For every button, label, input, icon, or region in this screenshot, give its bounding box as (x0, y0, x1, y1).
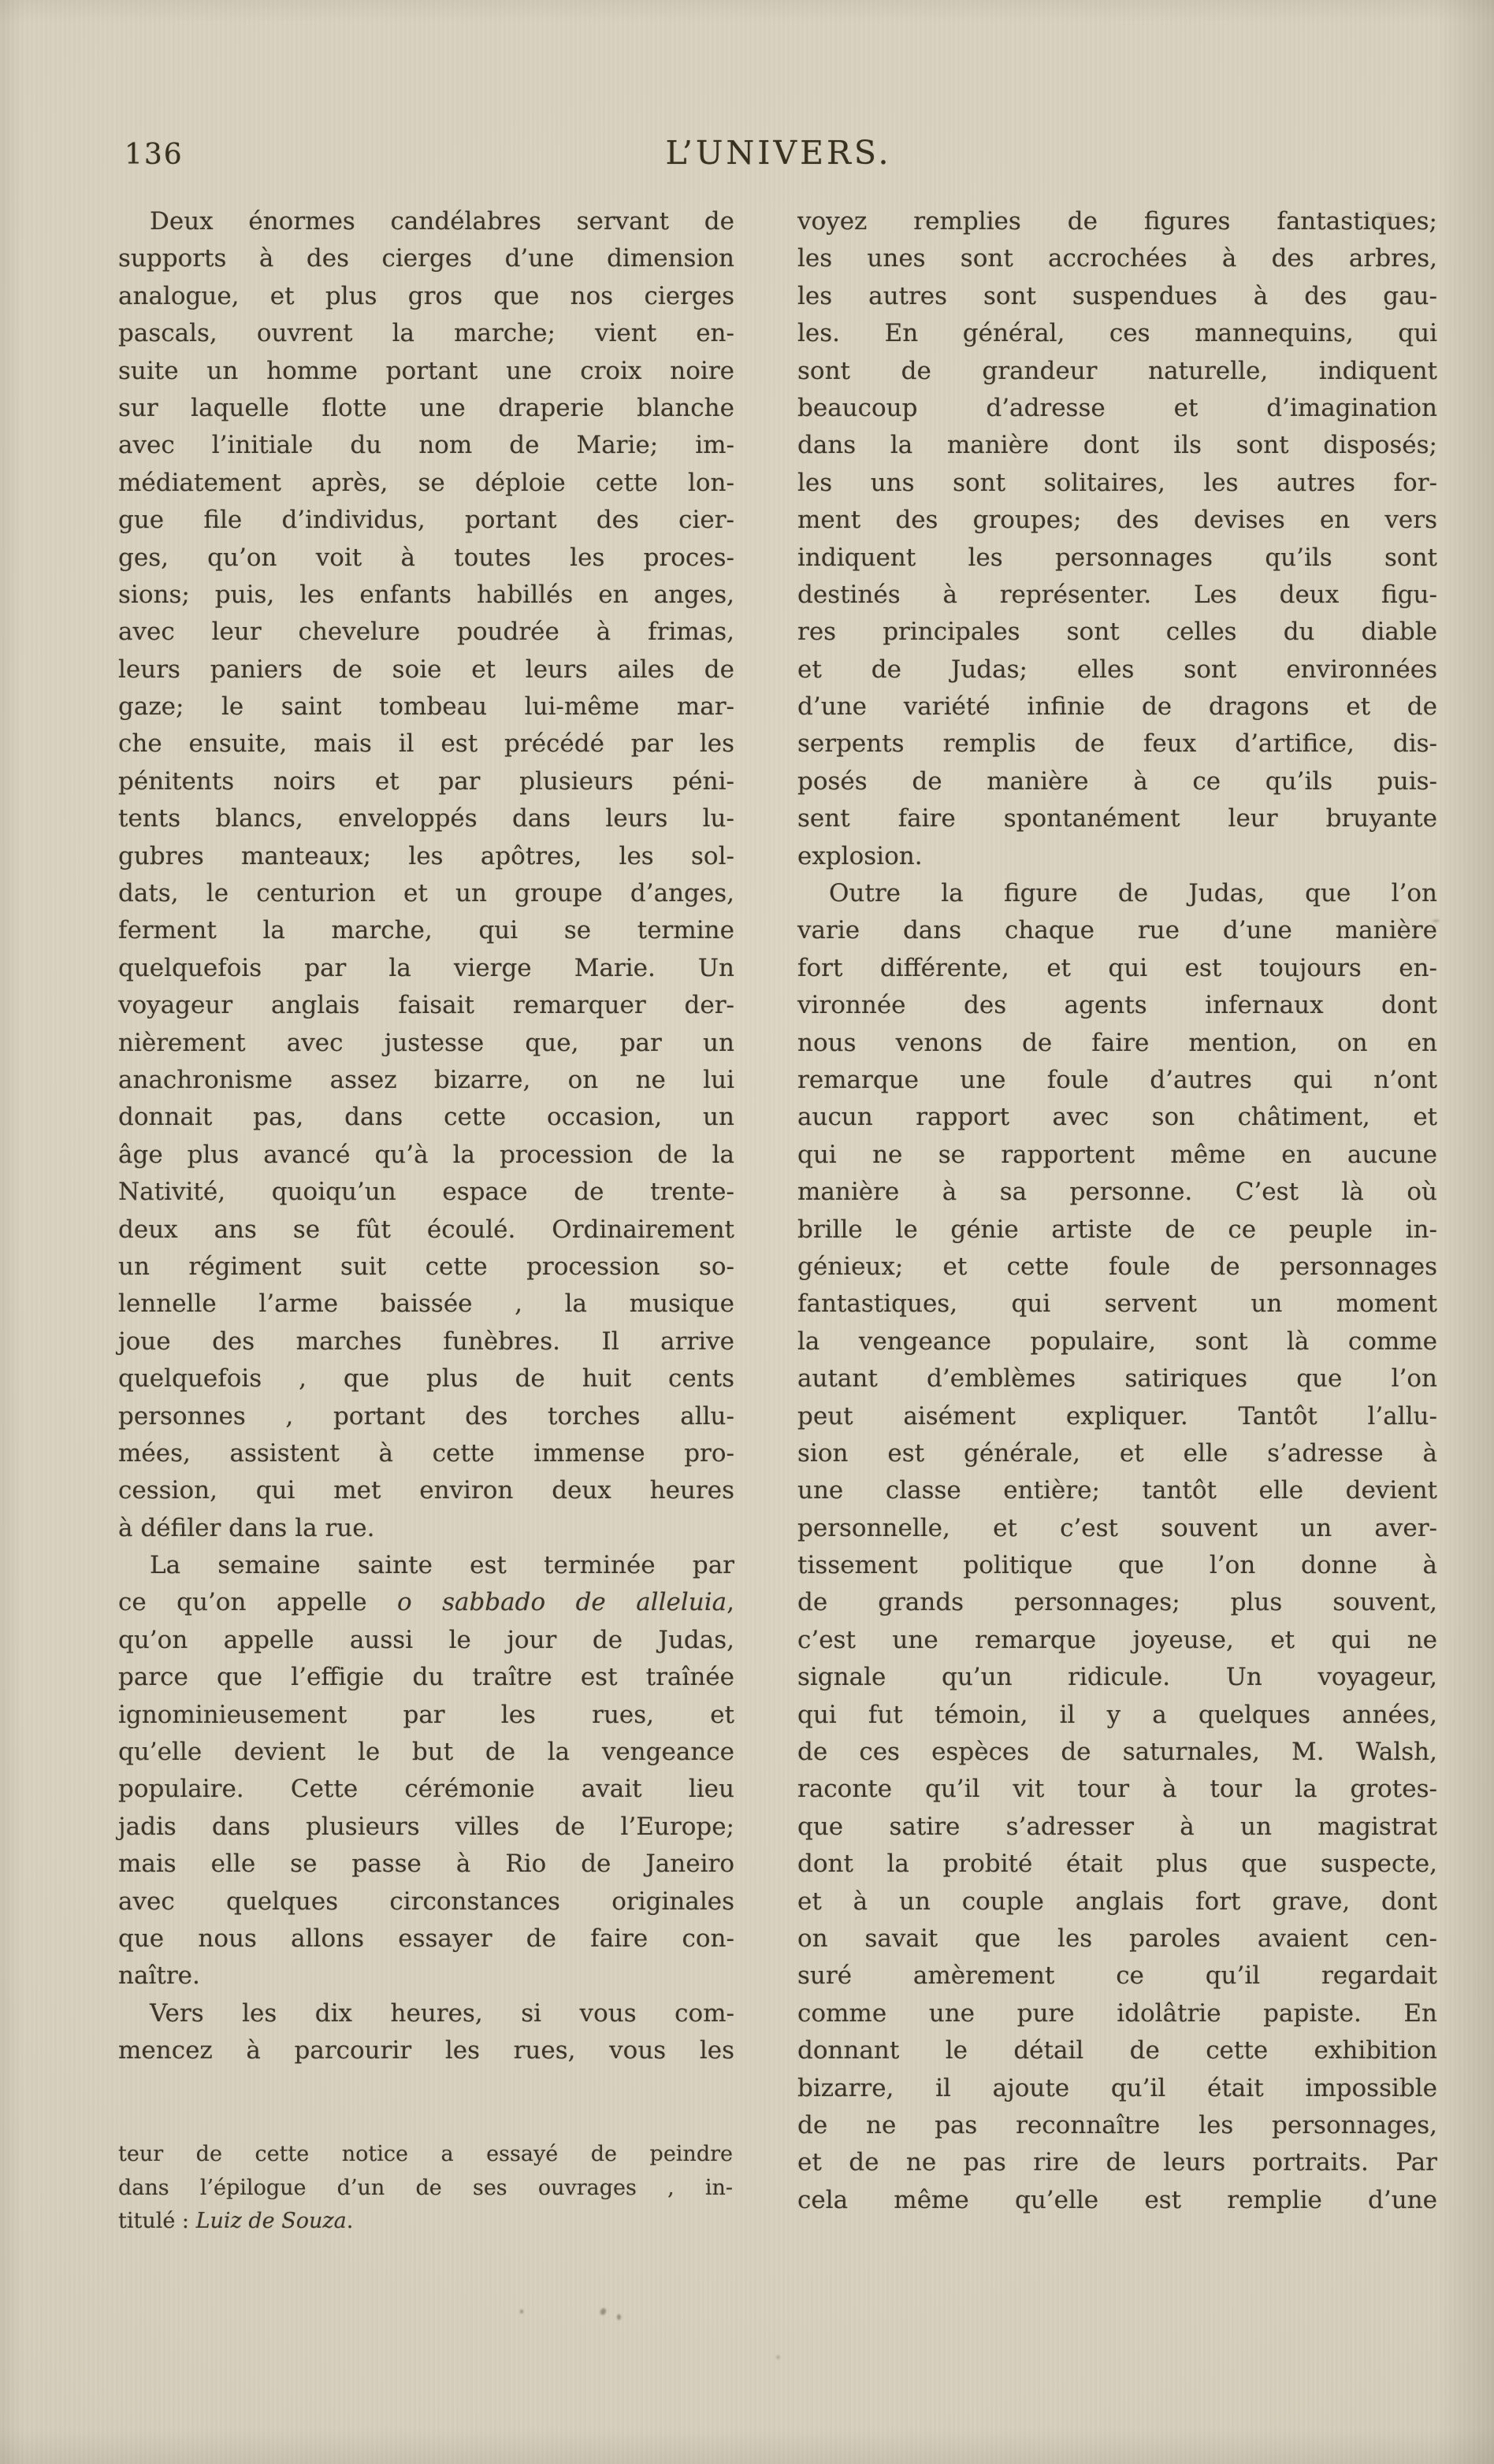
paper-speck (1385, 213, 1393, 216)
text-line: gaze; le saint tombeau lui-même mar- (118, 692, 734, 722)
text-line: quelquefois par la vierge Marie. Un (118, 953, 734, 982)
text-line: remarque une foule d’autres qui n’ont (797, 1065, 1437, 1094)
text-line: sent faire spontanément leur bruyante (797, 804, 1437, 833)
text-line: on savait que les paroles avaient cen- (797, 1924, 1437, 1953)
text-line: titulé : Luiz de Souza. (118, 2209, 354, 2234)
text-line: fort différente, et qui est toujours en- (797, 953, 1437, 982)
text-line: c’est une remarque joyeuse, et qui ne (797, 1625, 1437, 1654)
text-line: mées, assistent à cette immense pro- (118, 1438, 734, 1468)
text-line: dont la probité était plus que suspecte, (797, 1850, 1437, 1879)
text-line: suré amèrement ce qu’il regardait (797, 1961, 1437, 1991)
text-line: Nativité, quoiqu’un espace de trente- (118, 1178, 734, 1207)
text-line: les uns sont solitaires, les autres for- (797, 468, 1437, 497)
text-line: voyageur anglais faisait remarquer der- (118, 991, 734, 1020)
text-line: analogue, et plus gros que nos cierges (118, 281, 734, 310)
text-line: et de ne pas rire de leurs portraits. Par (797, 2148, 1437, 2177)
right-column (797, 203, 1437, 2219)
text-line: posés de manière à ce qu’ils puis- (797, 766, 1437, 796)
text-line: leurs paniers de soie et leurs ailes de (118, 655, 734, 684)
text-line: médiatement après, se déploie cette lon- (118, 468, 734, 497)
paper-speck (776, 2355, 780, 2359)
text-line: supports à des cierges d’une dimension (118, 244, 734, 273)
paper-speck (1433, 919, 1440, 922)
text-line: naître. (118, 1961, 200, 1991)
text-line: serpents remplis de feux d’artifice, dis- (797, 729, 1437, 759)
text-line: gubres manteaux; les apôtres, les sol- (118, 841, 734, 870)
text-line: destinés à représenter. Les deux figu- (797, 580, 1437, 609)
text-line: populaire. Cette cérémonie avait lieu (118, 1775, 734, 1804)
text-line: deux ans se fût écoulé. Ordinairement (118, 1215, 734, 1244)
text-line: La semaine sainte est terminée par (150, 1551, 734, 1580)
text-line: sions; puis, les enfants habillés en anges, (118, 580, 734, 609)
text-line: res principales sont celles du diable (797, 618, 1437, 647)
text-line: qu’elle devient le but de la vengeance (118, 1738, 734, 1767)
text-line: pascals, ouvrent la marche; vient en- (118, 319, 734, 348)
text-line: donnait pas, dans cette occasion, un (118, 1103, 734, 1132)
text-line: ment des groupes; des devises en vers (797, 506, 1437, 535)
text-line: suite un homme portant une croix noire (118, 356, 734, 385)
text-line: mais elle se passe à Rio de Janeiro (118, 1850, 734, 1879)
text-line: de ces espèces de saturnales, M. Walsh, (797, 1738, 1437, 1767)
text-line: d’une variété infinie de dragons et de (797, 692, 1437, 722)
text-line: teur de cette notice a essayé de peindre (118, 2142, 733, 2166)
text-line: avec quelques circonstances originales (118, 1887, 734, 1916)
text-line: avec l’initiale du nom de Marie; im- (118, 431, 734, 460)
text-line: fantastiques, qui servent un moment (797, 1290, 1437, 1319)
text-line: raconte qu’il vit tour à tour la grotes- (797, 1775, 1437, 1804)
text-line: nous venons de faire mention, on en (797, 1028, 1437, 1057)
text-line: qu’on appelle aussi le jour de Judas, (118, 1625, 734, 1654)
text-line: indiquent les personnages qu’ils sont (797, 543, 1437, 572)
text-line: dats, le centurion et un groupe d’anges, (118, 879, 734, 908)
text-line: quelquefois , que plus de huit cents (118, 1364, 734, 1393)
text-line: tissement politique que l’on donne à (797, 1551, 1437, 1580)
text-line: anachronisme assez bizarre, on ne lui (118, 1065, 734, 1094)
text-line: personnes , portant des torches allu- (118, 1401, 734, 1431)
text-line: aucun rapport avec son châtiment, et (797, 1103, 1437, 1132)
text-line: jadis dans plusieurs villes de l’Europe; (118, 1812, 734, 1841)
text-line: Outre la figure de Judas, que l’on (829, 879, 1437, 908)
text-line: joue des marches funèbres. Il arrive (118, 1327, 734, 1356)
text-line: personnelle, et c’est souvent un aver- (797, 1513, 1437, 1542)
paper-speck (599, 2307, 607, 2316)
text-line: et à un couple anglais fort grave, dont (797, 1887, 1437, 1916)
text-line: que nous allons essayer de faire con- (118, 1924, 734, 1953)
text-line: tents blancs, enveloppés dans leurs lu- (118, 804, 734, 833)
text-line: bizarre, il ajoute qu’il était impossible (797, 2073, 1437, 2102)
text-line: de grands personnages; plus souvent, (797, 1588, 1437, 1617)
text-line: génieux; et cette foule de personnages (797, 1252, 1437, 1281)
text-line: gue file d’individus, portant des cier- (118, 506, 734, 535)
text-line: varie dans chaque rue d’une manière (797, 916, 1437, 945)
text-line: voyez remplies de figures fantastiques; (797, 207, 1437, 236)
text-line: avec leur chevelure poudrée à frimas, (118, 618, 734, 647)
text-line: les unes sont accrochées à des arbres, (797, 244, 1437, 273)
text-line: à défiler dans la rue. (118, 1513, 375, 1542)
text-line: lennelle l’arme baissée , la musique (118, 1290, 734, 1319)
running-title: L’UNIVERS. (665, 134, 892, 172)
text-line: un régiment suit cette procession so- (118, 1252, 734, 1281)
text-line: manière à sa personne. C’est là où (797, 1178, 1437, 1207)
footnote (118, 2138, 733, 2239)
text-line: cession, qui met environ deux heures (118, 1476, 734, 1505)
text-line: âge plus avancé qu’à la procession de la (118, 1140, 734, 1169)
text-line: qui ne se rapportent même en aucune (797, 1140, 1437, 1169)
text-line: sur laquelle flotte une draperie blanche (118, 393, 734, 422)
paper-speck (617, 2314, 621, 2320)
text-line: peut aisément expliquer. Tantôt l’allu- (797, 1401, 1437, 1431)
text-line: ignominieusement par les rues, et (118, 1700, 734, 1729)
text-line: mencez à parcourir les rues, vous les (118, 2036, 734, 2065)
text-line: pénitents noirs et par plusieurs péni- (118, 766, 734, 796)
text-line: ges, qu’on voit à toutes les proces- (118, 543, 734, 572)
text-line: parce que l’effigie du traître est traînée (118, 1663, 734, 1692)
text-line: autant d’emblèmes satiriques que l’on (797, 1364, 1437, 1393)
text-line: que satire s’adresser à un magistrat (797, 1812, 1437, 1841)
text-line: cela même qu’elle est remplie d’une (797, 2185, 1437, 2214)
text-line: les autres sont suspendues à des gau- (797, 281, 1437, 310)
text-line: qui fut témoin, il y a quelques années, (797, 1700, 1437, 1729)
text-line: vironnée des agents infernaux dont (797, 991, 1437, 1020)
text-line: les. En général, ces mannequins, qui (797, 319, 1437, 348)
text-line: Deux énormes candélabres servant de (150, 207, 734, 236)
text-line: comme une pure idolâtrie papiste. En (797, 1998, 1437, 2028)
text-line: Vers les dix heures, si vous com- (150, 1998, 734, 2028)
text-line: sion est générale, et elle s’adresse à (797, 1438, 1437, 1468)
text-line: dans la manière dont ils sont disposés; (797, 431, 1437, 460)
text-line: beaucoup d’adresse et d’imagination (797, 393, 1437, 422)
text-line: une classe entière; tantôt elle devient (797, 1476, 1437, 1505)
text-line: de ne pas reconnaître les personnages, (797, 2110, 1437, 2139)
text-line: la vengeance populaire, sont là comme (797, 1327, 1437, 1356)
text-line: ferment la marche, qui se termine (118, 916, 734, 945)
text-line: brille le génie artiste de ce peuple in- (797, 1215, 1437, 1244)
text-line: signale qu’un ridicule. Un voyageur, (797, 1663, 1437, 1692)
text-line: nièrement avec justesse que, par un (118, 1028, 734, 1057)
text-line: dans l’épilogue d’un de ses ouvrages , in- (118, 2175, 733, 2200)
text-line: donnant le détail de cette exhibition (797, 2036, 1437, 2065)
text-line: et de Judas; elles sont environnées (797, 655, 1437, 684)
text-line: explosion. (797, 841, 923, 870)
text-line: ce qu’on appelle o sabbado de alleluia, (118, 1588, 734, 1617)
paper-speck (520, 2310, 523, 2314)
text-line: sont de grandeur naturelle, indiquent (797, 356, 1437, 385)
left-column (118, 203, 734, 2070)
page-number: 136 (124, 139, 184, 171)
text-line: che ensuite, mais il est précédé par les (118, 729, 734, 759)
